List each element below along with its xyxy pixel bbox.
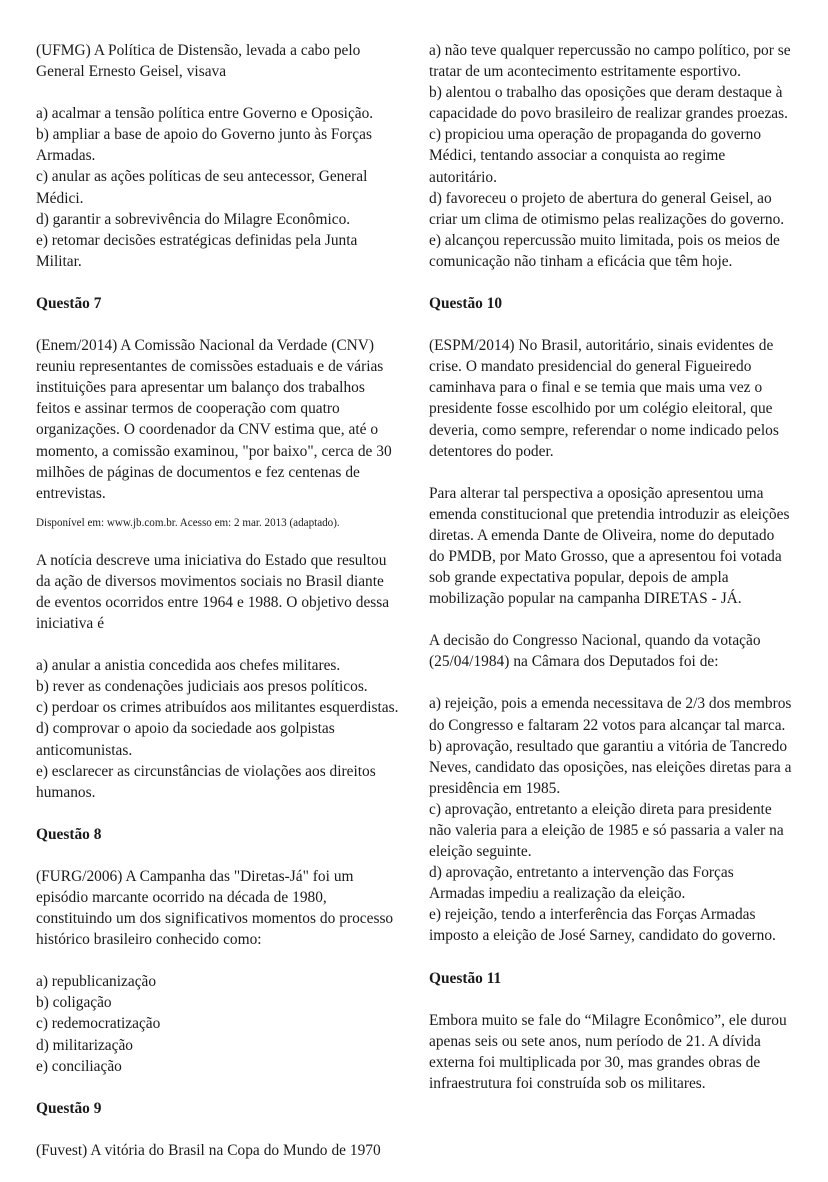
alternative-b: b) rever as condenações judiciais aos presos políticos. — [36, 678, 368, 696]
question6-alternatives — [36, 103, 399, 272]
question9-stem: (Fuvest) A vitória do Brasil na Copa do Mundo de 1970 — [36, 1141, 381, 1159]
question-9-heading: Questão 9 — [36, 1099, 102, 1117]
question-7-heading: Questão 7 — [36, 294, 102, 312]
alternative-d: d) garantir a sobrevivência do Milagre Econômico. — [36, 210, 351, 228]
question-11-heading: Questão 11 — [429, 969, 502, 987]
alternative-d: d) militarização — [36, 1036, 133, 1054]
alternative-e: e) retomar decisões estratégicas definidas pela Junta Militar. — [36, 231, 358, 270]
question9-alternatives — [429, 40, 792, 272]
question7-stem: (Enem/2014) A Comissão Nacional da Verdade (CNV) reuniu representantes de comissões estaduais e de várias instituições para apresentar um balanço dos trabalhos feitos e assinar termos de cooperação com quatro organizações. O coordenador da CNV estima que, até o momento, a comissão examinou, "por baixo", cerca de 30 milhões de páginas de documentos e fez centenas de entrevistas. — [36, 337, 392, 502]
question-8-heading: Questão 8 — [36, 825, 102, 843]
alternative-c: c) aprovação, entretanto a eleição direta para presidente não valeria para a eleição de 1985 e só passaria a valer na eleição seguinte. — [429, 800, 784, 861]
alternative-a: a) acalmar a tensão política entre Governo e Oposição. — [36, 105, 374, 123]
alternative-b: b) aprovação, resultado que garantiu a vitória de Tancredo Neves, candidato das oposições, nas eleições diretas para a presidência em 1985. — [429, 737, 792, 797]
alternative-e: e) alcançou repercussão muito limitada, pois os meios de comunicação não tinham a eficácia que têm hoje. — [429, 231, 780, 270]
alternative-c: c) perdoar os crimes atribuídos aos militantes esquerdistas. — [36, 699, 399, 717]
question-10-heading: Questão 10 — [429, 295, 503, 313]
left-column — [36, 40, 399, 1182]
alternative-c: c) redemocratização — [36, 1015, 161, 1033]
question7-lead: A notícia descreve uma iniciativa do Estado que resultou da ação de diversos movimentos sociais no Brasil diante de eventos ocorridos entre 1964 e 1988. O objetivo dessa iniciativa é — [36, 551, 390, 633]
question11-stem: Embora muito se fale do “Milagre Econômico”, ele durou apenas seis ou sete anos, num período de 21. A dívida externa foi multiplicada por 30, mas grandes obras de infraestrutura foi construída sob os militares. — [429, 1011, 787, 1092]
question10-stem-paragraph-3: A decisão do Congresso Nacional, quando da votação (25/04/1984) na Câmara dos Deputados foi de: — [429, 632, 761, 671]
alternative-a: a) não teve qualquer repercussão no campo político, por se tratar de um acontecimento estritamente esportivo. — [429, 42, 791, 81]
alternative-e: e) esclarecer as circunstâncias de violações aos direitos humanos. — [36, 762, 376, 801]
right-column — [429, 40, 792, 1115]
alternative-c: c) anular as ações políticas de seu antecessor, General Médici. — [36, 168, 368, 207]
alternative-a: a) rejeição, pois a emenda necessitava de 2/3 dos membros do Congresso e faltaram 22 votos para alcançar tal marca. — [429, 695, 792, 734]
alternative-e: e) conciliação — [36, 1057, 122, 1075]
question8-stem: (FURG/2006) A Campanha das "Diretas-Já" foi um episódio marcante ocorrido na década de 1980, constituindo um dos significativos momentos do processo histórico brasileiro conhecido como: — [36, 867, 394, 949]
question6-stem: (UFMG) A Política de Distensão, levada a cabo pelo General Ernesto Geisel, visava — [36, 42, 361, 81]
alternative-b: b) coligação — [36, 994, 112, 1012]
question10-stem-paragraph-1: (ESPM/2014) No Brasil, autoritário, sinais evidentes de crise. O mandato presidencial do general Figueiredo caminhava para o final e se temia que mais uma vez o presidente fosse escolhido por um colégio eleitoral, que deveria, como sempre, referendar o nome indicado pelos detentores do poder. — [429, 337, 779, 460]
two-column-layout — [36, 40, 795, 1159]
alternative-d: d) favoreceu o projeto de abertura do general Geisel, ao criar um clima de otimismo pelas realizações do governo. — [429, 189, 785, 228]
alternative-b: b) alentou o trabalho das oposições que deram destaque à capacidade do povo brasileiro de realizar grandes proezas. — [429, 84, 788, 123]
alternative-c: c) propiciou uma operação de propaganda do governo Médici, tentando associar a conquista ao regime autoritário. — [429, 126, 762, 186]
question7-source-citation: Disponível em: www.jb.com.br. Acesso em: 2 mar. 2013 (adaptado). — [36, 516, 340, 529]
alternative-a: a) republicanização — [36, 973, 157, 991]
alternative-d: d) aprovação, entretanto a intervenção das Forças Armadas impediu a realização da eleição. — [429, 864, 734, 903]
question7-alternatives — [36, 655, 399, 803]
question8-alternatives — [36, 971, 399, 1076]
question10-alternatives — [429, 693, 792, 946]
alternative-a: a) anular a anistia concedida aos chefes militares. — [36, 657, 341, 675]
alternative-e: e) rejeição, tendo a interferência das Forças Armadas imposto a eleição de José Sarney, candidato do governo. — [429, 906, 776, 945]
question10-stem-paragraph-2: Para alterar tal perspectiva a oposição apresentou uma emenda constitucional que pretendia introduzir as eleições diretas. A emenda Dante de Oliveira, nome do deputado do PMDB, por Mato Grosso, que a apresentou foi votada sob grande expectativa popular, depois de ampla mobilização popular na campanha DIRETAS - JÁ. — [429, 484, 790, 608]
spacer — [36, 504, 399, 515]
alternative-b: b) ampliar a base de apoio do Governo junto às Forças Armadas. — [36, 126, 372, 165]
alternative-d: d) comprovar o apoio da sociedade aos golpistas anticomunistas. — [36, 720, 335, 759]
